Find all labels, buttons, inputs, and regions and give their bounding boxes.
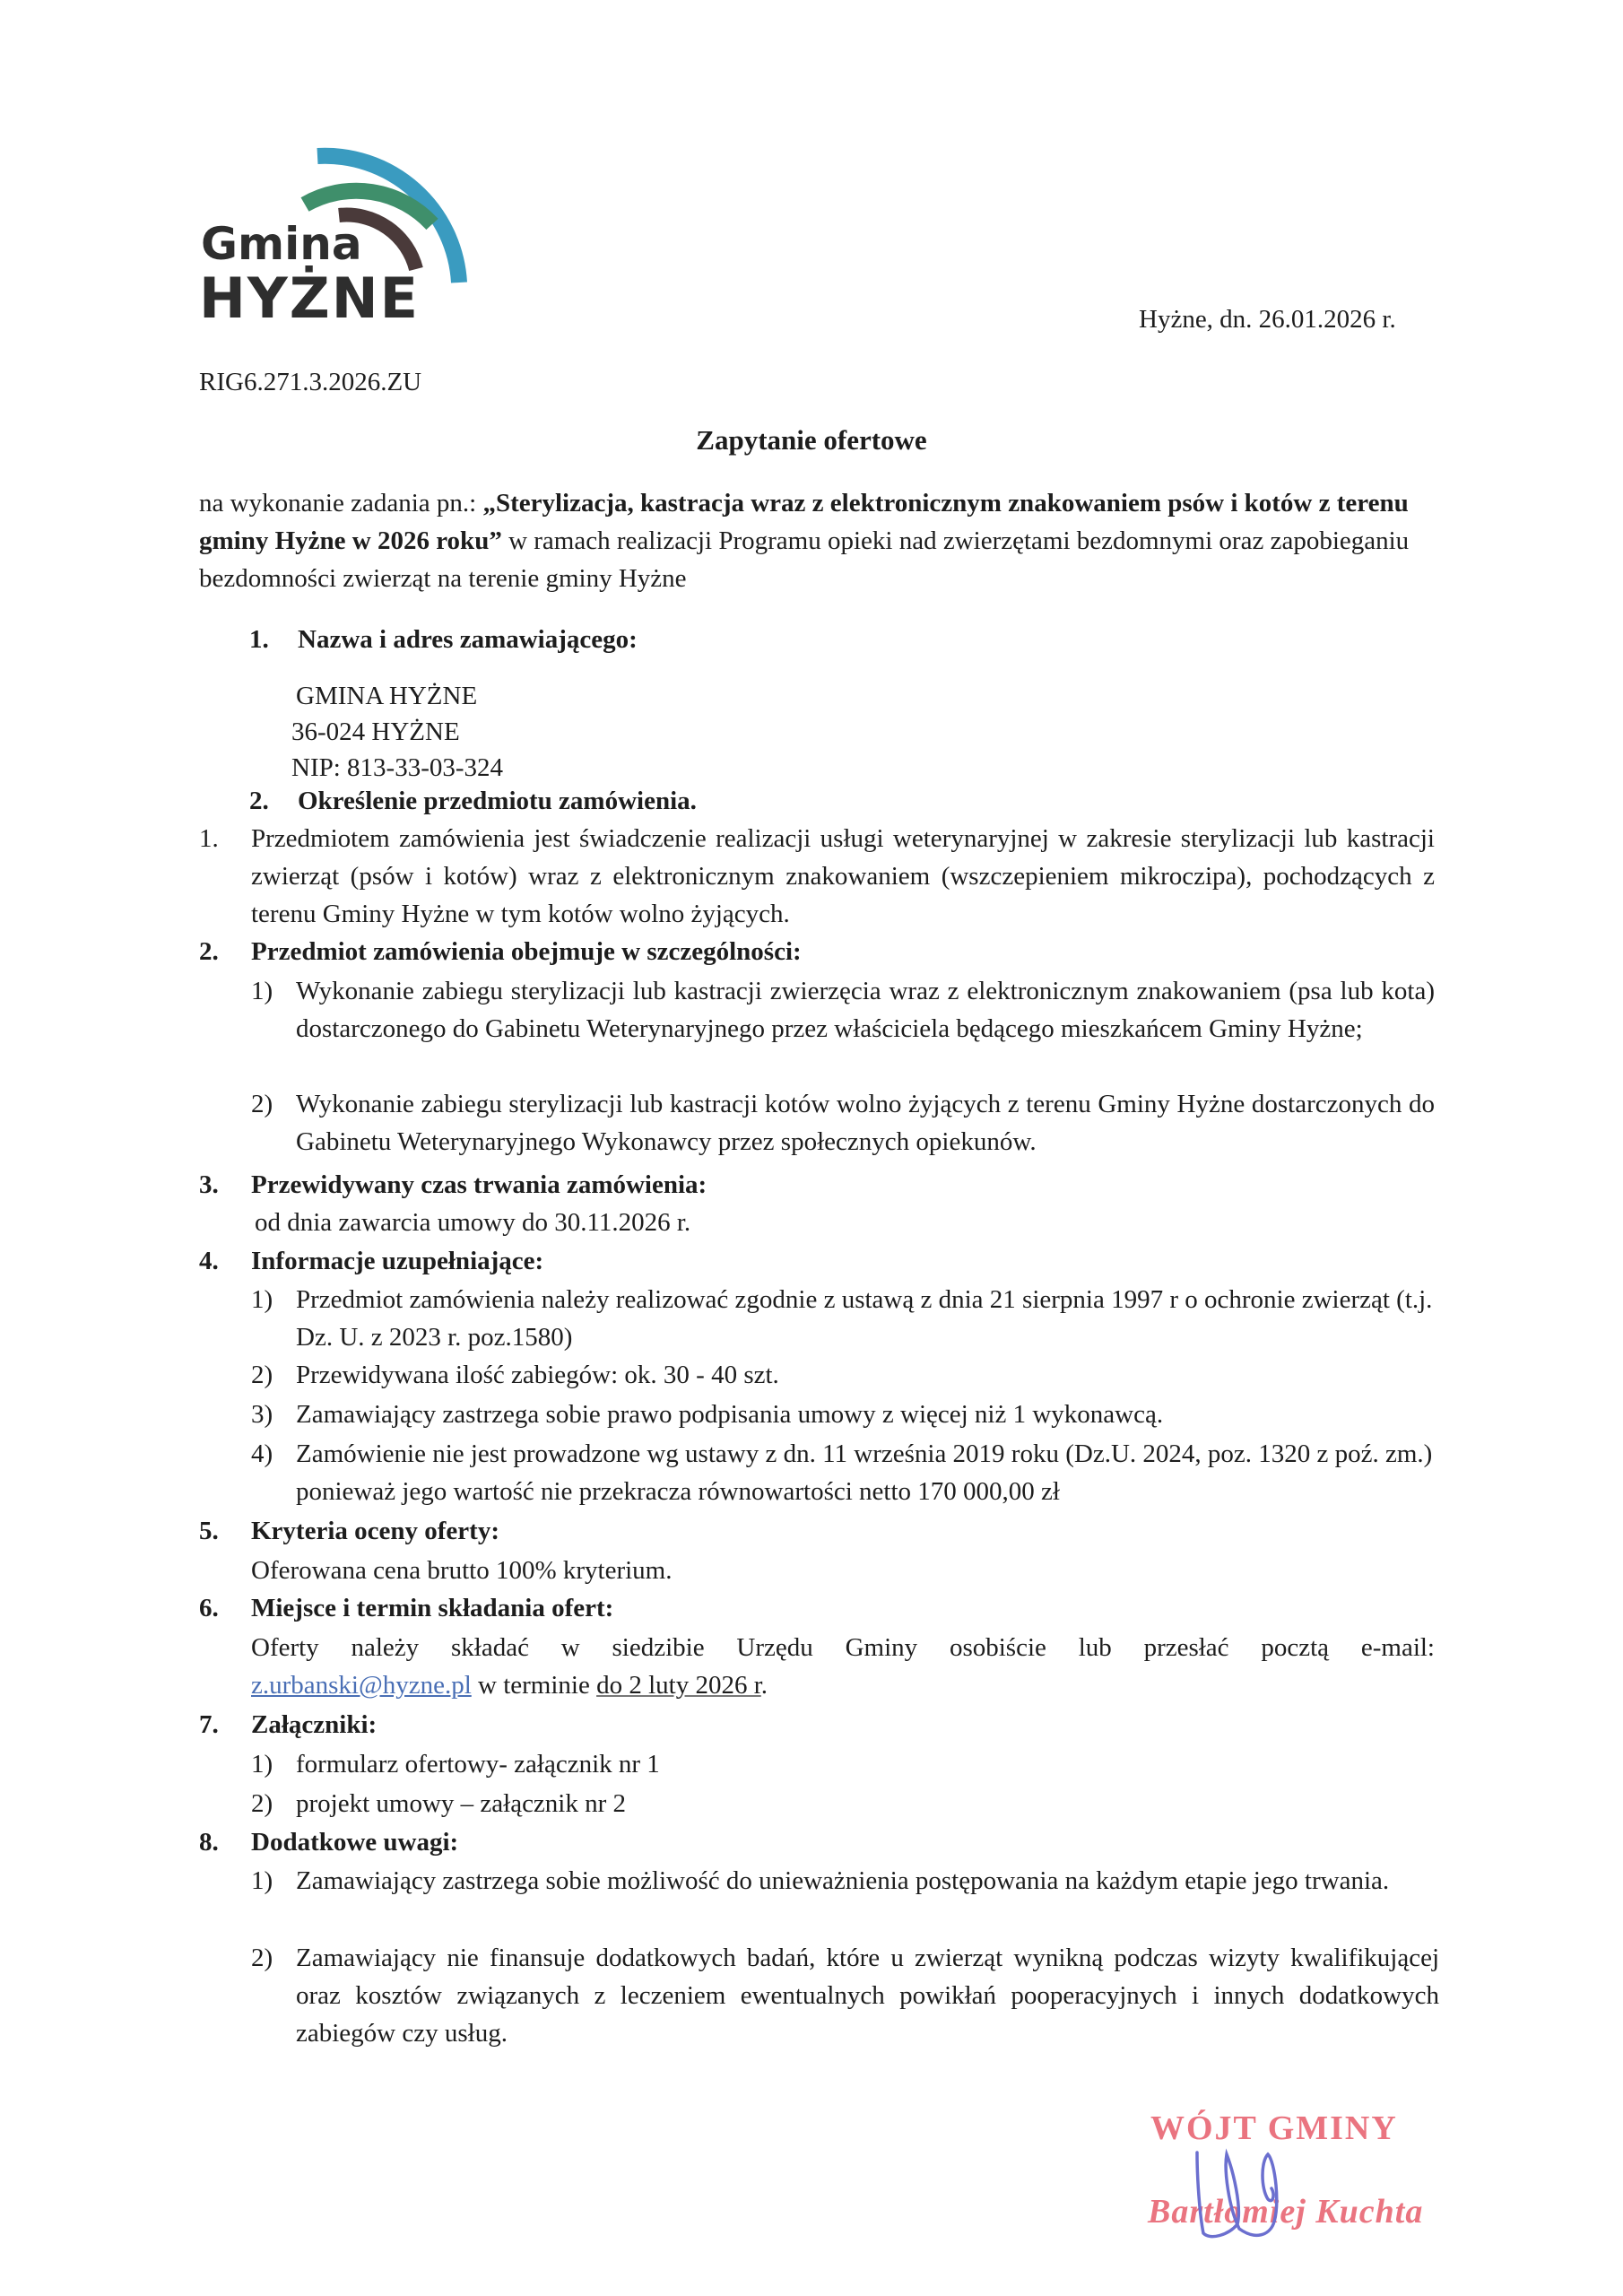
- item-text: Zamawiający nie finansuje dodatkowych badań, które u zwierząt wynikną podczas wizyty kwalifikującej oraz kosztów związanych z leczeniem ewentualnych powikłań pooperacyjnych i innych dodatkowych zabiegów czy usług.: [296, 1944, 1439, 2048]
- intro-suffix: w ramach realizacji Programu opieki nad zwierzętami bezdomnymi oraz zapobieganiu bezdomności zwierząt na terenie gminy Hyżne: [199, 526, 1410, 593]
- item-number: 2): [251, 1090, 273, 1118]
- section-number: 3.: [199, 1170, 219, 1199]
- submission-text: Oferty należy składać w siedzibie Urzędu Gminy osobiście lub przesłać pocztą e-mail:: [251, 1633, 1435, 1662]
- section-number: 6.: [199, 1594, 219, 1622]
- item-text: Zamówienie nie jest prowadzone wg ustawy z dn. 11 września 2019 roku (Dz.U. 2024, poz. 1320 z poź. zm.) ponieważ jego wartość nie przekracza równowartości netto 170 000,00 zł: [296, 1439, 1433, 1506]
- section-heading: Informacje uzupełniające:: [251, 1247, 544, 1275]
- stamp-name: Bartłomiej Kuchta: [1148, 2193, 1424, 2231]
- section-heading: Kryteria oceny oferty:: [251, 1517, 499, 1545]
- section-heading: Określenie przedmiotu zamówienia.: [298, 787, 697, 815]
- section-number: 8.: [199, 1828, 219, 1857]
- section-heading: Miejsce i termin składania ofert:: [251, 1594, 614, 1622]
- place-date: Hyżne, dn. 26.01.2026 r.: [1139, 305, 1396, 334]
- item-text: formularz ofertowy- załącznik nr 1: [296, 1750, 660, 1779]
- address-line: 36-024 HYŻNE: [291, 718, 460, 746]
- section-heading: Nazwa i adres zamawiającego:: [298, 625, 638, 654]
- paragraph-number: 2.: [199, 937, 219, 966]
- item-number: 1): [251, 1750, 273, 1779]
- section-number: 2.: [249, 787, 269, 815]
- item-number: 1): [251, 1866, 273, 1895]
- item-text: Zamawiający zastrzega sobie prawo podpisania umowy z więcej niż 1 wykonawcą.: [296, 1400, 1164, 1429]
- item-number: 2): [251, 1361, 273, 1389]
- item-text: Wykonanie zabiegu sterylizacji lub kastracji kotów wolno żyjących z terenu Gminy Hyżne dostarczonych do Gabinetu Weterynaryjnego Wykonawcy przez społecznych opiekunów.: [296, 1090, 1435, 1156]
- document-title: Zapytanie ofertowe: [696, 424, 927, 456]
- item-number: 2): [251, 1789, 273, 1818]
- paragraph-heading: Przedmiot zamówienia obejmuje w szczególności:: [251, 937, 802, 966]
- submission-details: [251, 1666, 768, 1704]
- section-heading: Dodatkowe uwagi:: [251, 1828, 459, 1857]
- email-link[interactable]: z.urbanski@hyzne.pl: [251, 1671, 472, 1700]
- task-name: „Sterylizacja, kastracja wraz z elektronicznym znakowaniem psów i kotów z terenu gminy Hyżne w 2026 roku”: [199, 489, 1409, 555]
- duration-text: od dnia zawarcia umowy do 30.11.2026 r.: [255, 1208, 691, 1237]
- signature-icon: [1175, 2135, 1318, 2242]
- section-number: 4.: [199, 1247, 219, 1275]
- item-number: 1): [251, 977, 273, 1005]
- intro-paragraph: [199, 484, 1436, 597]
- section-number: 5.: [199, 1517, 219, 1545]
- stamp-title: WÓJT GMINY: [1150, 2109, 1398, 2147]
- deadline: do 2 luty 2026 r: [596, 1671, 761, 1700]
- item-text: Przedmiot zamówienia należy realizować zgodnie z ustawą z dnia 21 sierpnia 1997 r o ochronie zwierząt (t.j. Dz. U. z 2023 r. poz.1580): [296, 1285, 1433, 1352]
- item-number: 1): [251, 1285, 273, 1314]
- intro-prefix: na wykonanie zadania pn.:: [199, 489, 483, 517]
- reference-number: RIG6.271.3.2026.ZU: [199, 368, 422, 396]
- gmina-hyzne-logo: [199, 126, 495, 332]
- paragraph-number: 1.: [199, 824, 219, 853]
- item-text: Wykonanie zabiegu sterylizacji lub kastracji zwierzęcia wraz z elektronicznym znakowaniem (psa lub kota) dostarczonego do Gabinetu Weterynaryjnego przez właściciela będącego mieszkańcem Gminy Hyżne;: [296, 977, 1435, 1043]
- paragraph-text: Przedmiotem zamówienia jest świadczenie realizacji usługi weterynaryjnej w zakresie sterylizacji lub kastracji zwierząt (psów i kotów) wraz z elektronicznym znakowaniem (wszczepieniem mikroczipa), pochodzących z terenu Gminy Hyżne w tym kotów wolno żyjących.: [251, 824, 1435, 928]
- item-number: 4): [251, 1439, 273, 1468]
- section-heading: Przewidywany czas trwania zamówienia:: [251, 1170, 707, 1199]
- item-number: 3): [251, 1400, 273, 1429]
- logo-text-hyzne: HYŻNE: [199, 265, 420, 331]
- section-number: 1.: [249, 625, 269, 654]
- item-number: 2): [251, 1944, 273, 1972]
- item-text: Zamawiający zastrzega sobie możliwość do unieważnienia postępowania na każdym etapie jego trwania.: [296, 1866, 1390, 1895]
- item-text: Przewidywana ilość zabiegów: ok. 30 - 40 szt.: [296, 1361, 779, 1389]
- section-number: 7.: [199, 1710, 219, 1739]
- address-line: NIP: 813-33-03-324: [291, 753, 504, 782]
- section-heading: Załączniki:: [251, 1710, 378, 1739]
- submission-end: .: [760, 1671, 768, 1700]
- address-line: GMINA HYŻNE: [296, 682, 478, 710]
- criteria-text: Oferowana cena brutto 100% kryterium.: [251, 1556, 673, 1585]
- logo-text-gmina: Gmina: [201, 218, 362, 270]
- submission-connector: w terminie: [471, 1671, 597, 1700]
- item-text: projekt umowy – załącznik nr 2: [296, 1789, 627, 1818]
